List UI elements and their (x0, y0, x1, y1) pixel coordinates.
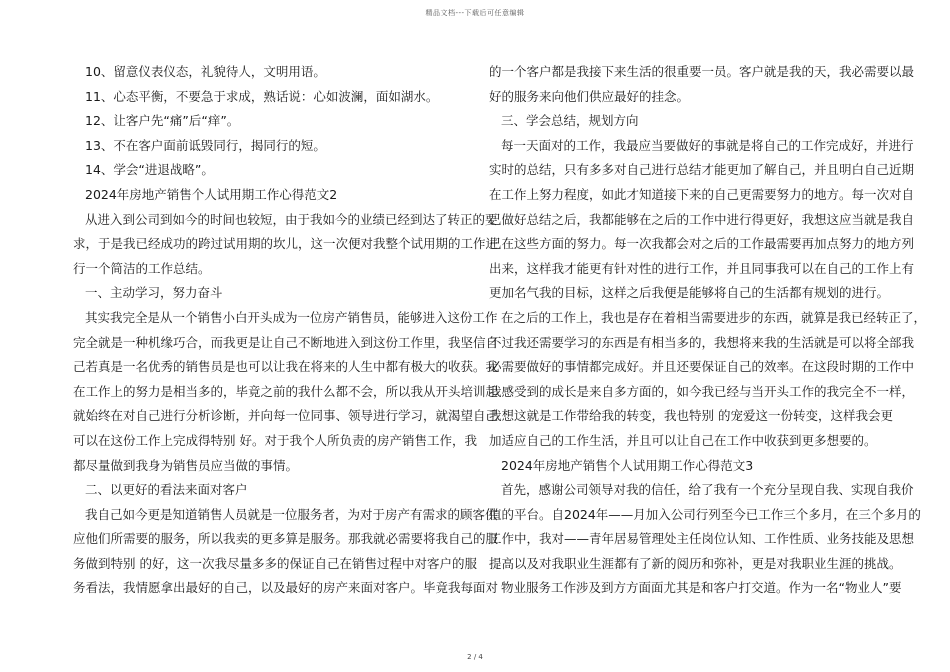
text-line: 12、让客户先“痛”后“痒”。 (85, 113, 240, 129)
text-line: 首先，感谢公司领导对我的信任，给了我有一个充分呈现自我、实现自我价 (501, 482, 914, 498)
text-line: 2024年房地产销售个人试用期工作心得范文2 (85, 186, 338, 202)
text-line: 好的服务来向他们供应最好的挂念。 (489, 88, 690, 104)
right-column (489, 60, 927, 601)
text-line: 我想这就是工作带给我的转变，我也特别 的宠爱这一份转变，这样我会更 (489, 408, 893, 424)
text-line: 在之后的工作上，我也是存在着相当需要进步的东西，就算是我已经转正了， (501, 309, 927, 325)
text-line: 提高以及对我职业生涯都有了新的阅历和弥补，更是对我职业生涯的挑战。 (489, 555, 902, 571)
text-line: 应他们所需要的服务，所以我卖的更多算是服务。那我就必需要将我自己的服 (73, 531, 499, 547)
text-line: 必需要做好的事情都完成好。并且还要保证自己的效率。在这段时期的工作中 (489, 359, 915, 375)
text-line: 一、主动学习，努力奋斗 (85, 285, 223, 301)
text-line: 每一天面对的工作，我最应当要做好的事就是将自己的工作完成好，并进行 (501, 137, 914, 153)
text-line: 可以在这份工作上完成得特别 好。对于我个人所负责的房产销售工作，我 (73, 432, 477, 448)
text-line: 出来，这样我才能更有针对性的进行工作，并且同事我可以在自己的工作上有 (489, 260, 915, 276)
text-line: 我自己如今更是知道销售人员就是一位服务者，为对于房产有需求的顾客供 (85, 506, 498, 522)
text-line: 三、学会总结，规划方向 (501, 113, 639, 129)
text-line: 10、留意仪表仪态，礼貌待人，文明用语。 (85, 64, 326, 79)
text-line: 在工作上努力程度，如此才知道接下来的自己更需要努力的地方。每一次对自 (489, 186, 915, 202)
text-line: 13、不在客户面前诋毁同行，揭同行的短。 (85, 137, 326, 153)
page-number: 2 / 4 (467, 653, 483, 661)
text-line: 的一个客户都是我接下来生活的很重要一员。客户就是我的天，我必需要以最 (489, 64, 915, 79)
text-line: 在工作上的努力是相当多的，毕竟之前的我什么都不会，所以我从开头培训起 (73, 383, 499, 399)
text-line: 都尽量做到我身为销售员应当做的事情。 (73, 457, 299, 473)
text-line: 我感受到的成长是来自多方面的，如今我已经与当开头工作的我完全不一样， (489, 383, 915, 399)
text-line: 11、心态平衡，不要急于求成，熟话说：心如波澜，面如湖水。 (85, 88, 439, 104)
page-header: 精品文档---下载后可任意编辑 (425, 9, 525, 17)
text-line: 务看法，我情愿拿出最好的自己，以及最好的房产来面对客户。毕竟我每面对 (73, 580, 499, 596)
text-line: 从进入到公司到如今的时间也较短，由于我如今的业绩已经到达了转正的要 (85, 211, 498, 227)
text-line: 实时的总结，只有多多对自己进行总结才能更加了解自己，并且明白自己近期 (489, 162, 915, 178)
left-column (73, 60, 499, 601)
text-line: 行一个简洁的工作总结。 (73, 260, 211, 276)
text-line: 己做好总结之后，我都能够在之后的工作中进行得更好，我想这应当就是我自 (489, 211, 915, 227)
text-line: 求，于是我已经成功的跨过试用期的坎儿，这一次便对我整个试用期的工作进 (73, 236, 499, 252)
text-line: 更加名气我的目标，这样之后我便是能够将自己的生活都有规划的进行。 (489, 285, 890, 301)
text-line: 14、学会“进退战略”。 (85, 162, 214, 178)
text-line: 二、以更好的看法来面对客户 (85, 482, 248, 498)
text-line: 加适应自己的工作生活，并且可以让自己在工作中收获到更多想要的。 (489, 432, 877, 448)
text-line: 工作中，我对——青年居易管理处主任岗位认知、工作性质、业务技能及思想 (489, 531, 915, 547)
text-line: 值的平台。自2024年——月加入公司行列至今已工作三个多月，在三个多月的 (489, 506, 921, 522)
text-line: 不过我还需要学习的东西是有相当多的，我想将来我的生活就是可以将全部我 (489, 334, 915, 350)
text-line: 其实我完全是从一个销售小白开头成为一位房产销售员，能够进入这份工作 (85, 309, 498, 325)
text-line: 己若真是一名优秀的销售员是也可以让我在将来的人生中都有极大的收获。我 (73, 359, 499, 375)
text-line: 己在这些方面的努力。每一次我都会对之后的工作最需要再加点努力的地方列 (489, 236, 915, 252)
text-line: 2024年房地产销售个人试用期工作心得范文3 (501, 457, 754, 473)
text-line: 就始终在对自己进行分析诊断，并向每一位同事、领导进行学习，就渴望自己 (73, 408, 499, 424)
text-line: 完全就是一种机缘巧合，而我更是让自己不断地进入到这份工作里，我坚信自 (73, 334, 499, 350)
text-line: 务做到特别 的好，这一次我尽量多多的保证自己在销售过程中对客户的服 (73, 555, 477, 571)
text-line: 物业服务工作涉及到方方面面尤其是和客户打交道。作为一名“物业人”要 (501, 580, 902, 596)
